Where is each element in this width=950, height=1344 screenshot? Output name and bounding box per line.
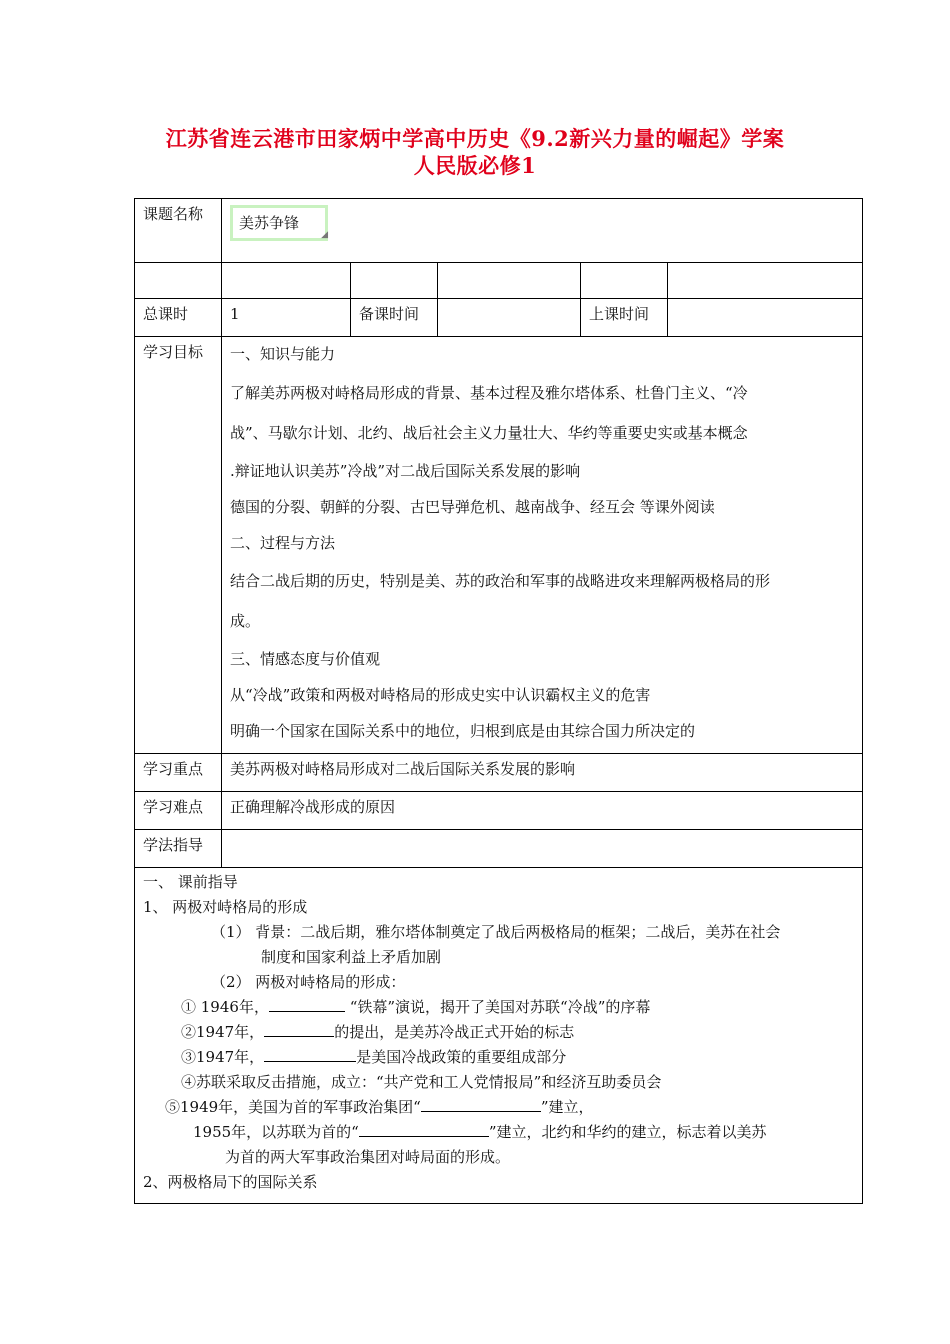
goals-label: 学习目标 [135,337,222,754]
method-label: 学法指导 [135,830,222,868]
key-points-value: 美苏两极对峙格局形成对二战后国际关系发展的影响 [222,754,863,792]
difficulty-label: 学习难点 [135,792,222,830]
guide-text: “铁幕”演说，揭开了美国对苏联“冷战”的序幕 [344,998,651,1016]
guide-text: ① 1946年， [181,998,269,1016]
topic-label: 课题名称 [135,199,222,263]
method-row [135,830,863,868]
lesson-plan-table [134,198,863,1204]
goal-text: 成。 [230,612,261,630]
guide-text: 的提出，是美苏冷战正式开始的标志 [334,1023,575,1041]
empty-cell [438,263,581,299]
difficulty-value: 正确理解冷战形成的原因 [222,792,863,830]
goal-text: 德国的分裂、朝鲜的分裂、古巴导弹危机、越南战争、经互会 等课外阅读 [230,498,715,516]
document-title: 江苏省连云港市田家炳中学高中历史《9.2新兴力量的崛起》学案 [165,126,785,151]
guide-text: ③1947年， [181,1048,265,1066]
class-time-label: 上课时间 [581,299,668,337]
goal-text: 从“冷战”政策和两极对峙格局的形成史实中认识霸权主义的危害 [230,686,651,704]
goals-row [135,337,863,754]
guide-fill-line [143,1095,854,1120]
empty-cell [135,263,222,299]
topic-textbox[interactable] [230,205,328,241]
guide-subheading: 2、两极格局下的国际关系 [143,1173,318,1191]
guide-line: （1） 背景：二战后期，雅尔塔体制奠定了战后两极格局的框架；二战后，美苏在社会 [211,923,781,941]
goal-heading: 一、知识与能力 [230,345,336,363]
goal-text: 结合二战后期的历史，特别是美、苏的政治和军事的战略进攻来理解两极格局的形 [230,572,771,590]
guide-text: ”建立，北约和华约的建立，标志着以美苏 [488,1123,767,1141]
guide-line: 为首的两大军事政治集团对峙局面的形成。 [225,1148,511,1166]
guide-fill-line [143,1020,854,1045]
goals-content [222,337,863,754]
guide-text: ⑤1949年，美国为首的军事政治集团“ [165,1098,421,1116]
goal-text: .辩证地认识美苏”冷战”对二战后国际关系发展的影响 [230,462,581,480]
guide-line: ④苏联采取反击措施，成立：“共产党和工人党情报局”和经济互助委员会 [181,1073,662,1091]
document-subtitle: 人民版必修1 [413,153,537,178]
guide-text: ”建立， [540,1098,594,1116]
guide-row [135,868,863,1204]
empty-cell [222,263,351,299]
goal-heading: 二、过程与方法 [230,534,336,552]
fill-in-blank[interactable] [359,1121,489,1137]
fill-in-blank[interactable] [269,996,345,1012]
pre-class-guide [135,868,863,1204]
topic-value: 美苏争锋 [239,214,300,232]
method-value [222,830,863,868]
goal-text: 明确一个国家在国际关系中的地位，归根到底是由其综合国力所决定的 [230,722,696,740]
resize-handle-icon[interactable]: ◢ [321,230,329,240]
goal-text: 了解美苏两极对峙格局形成的背景、基本过程及雅尔塔体系、杜鲁门主义、“冷 [230,384,748,402]
guide-line: 制度和国家利益上矛盾加剧 [261,948,442,966]
schedule-row [135,299,863,337]
difficulty-row [135,792,863,830]
fill-in-blank[interactable] [421,1096,541,1112]
guide-text: ②1947年， [181,1023,265,1041]
key-points-row [135,754,863,792]
hours-value: 1 [222,299,351,337]
guide-subheading: 1、 两极对峙格局的形成 [143,898,308,916]
guide-fill-line [143,995,854,1020]
guide-text: 1955年，以苏联为首的“ [193,1123,359,1141]
empty-row [135,263,863,299]
guide-heading: 一、 课前指导 [143,873,238,891]
goal-heading: 三、情感态度与价值观 [230,650,381,668]
goal-text: 战”、马歇尔计划、北约、战后社会主义力量壮大、华约等重要史实或基本概念 [230,424,748,442]
guide-fill-line [143,1120,854,1145]
empty-cell [581,263,668,299]
guide-fill-line [143,1045,854,1070]
fill-in-blank[interactable] [264,1046,356,1062]
prep-time-value [438,299,581,337]
prep-time-label: 备课时间 [351,299,438,337]
topic-row [135,199,863,263]
guide-text: 是美国冷战政策的重要组成部分 [356,1048,567,1066]
empty-cell [668,263,863,299]
topic-cell [222,199,863,263]
hours-label: 总课时 [135,299,222,337]
guide-line: （2） 两极对峙格局的形成： [211,973,406,991]
class-time-value [668,299,863,337]
empty-cell [351,263,438,299]
fill-in-blank[interactable] [264,1021,334,1037]
key-points-label: 学习重点 [135,754,222,792]
